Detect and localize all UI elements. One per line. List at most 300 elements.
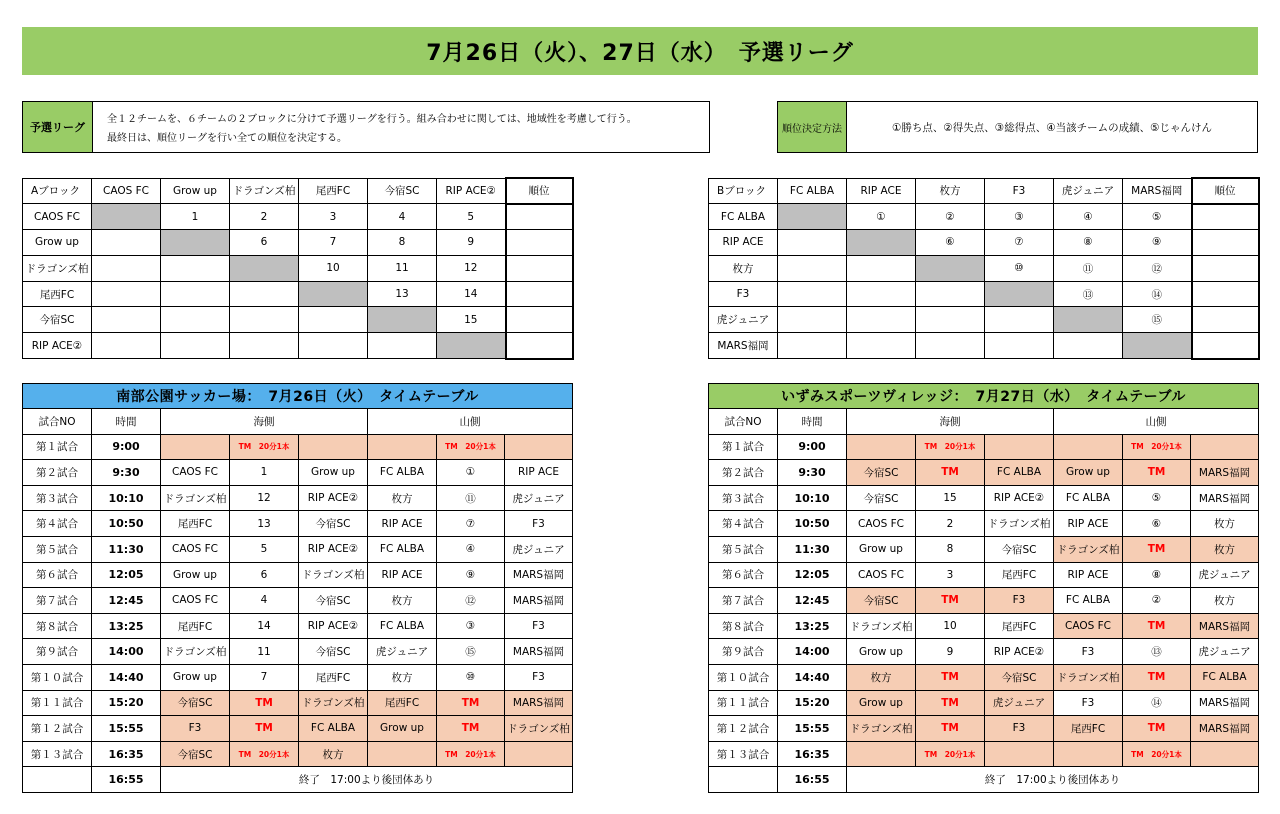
timetable-row — [709, 741, 1259, 767]
team-cell: Grow up — [1054, 460, 1123, 486]
match-no-cell: 第４試合 — [23, 511, 92, 537]
timetable-row — [709, 690, 1259, 716]
score-cell: TM 20分1本 — [916, 434, 985, 460]
team-cell: 尾西FC — [161, 511, 230, 537]
team-cell: F3 — [161, 716, 230, 742]
score-cell: ③ — [437, 613, 505, 639]
match-number-cell: 4 — [368, 204, 437, 230]
team-cell: 尾西FC — [299, 664, 368, 690]
timetable-title: 南部公園サッカー場： 7月26日（火） タイムテーブル — [23, 384, 573, 409]
match-number-cell — [847, 281, 916, 307]
team-cell: RIP ACE — [1054, 511, 1123, 537]
score-cell: 2 — [916, 511, 985, 537]
block-header-cell: RIP ACE — [847, 178, 916, 204]
match-number-cell: ⑮ — [1123, 307, 1192, 333]
team-cell: 今宿SC — [161, 741, 230, 767]
timetable-row — [709, 588, 1259, 614]
team-cell: 枚方 — [1191, 536, 1259, 562]
score-cell: ⑥ — [1123, 511, 1191, 537]
score-cell: 1 — [230, 460, 299, 486]
timetable-row — [709, 511, 1259, 537]
block-header-cell: F3 — [985, 178, 1054, 204]
team-cell — [985, 434, 1054, 460]
team-name-cell: 虎ジュニア — [709, 307, 778, 333]
team-cell — [368, 434, 437, 460]
league-description — [93, 102, 651, 152]
score-cell: TM — [1123, 716, 1191, 742]
team-cell — [1191, 741, 1259, 767]
team-cell — [1054, 741, 1123, 767]
match-no-cell: 第１２試合 — [23, 716, 92, 742]
match-number-cell — [230, 255, 299, 281]
match-number-cell: 8 — [368, 230, 437, 256]
timetable-row — [23, 664, 573, 690]
team-cell: MARS福岡 — [1191, 716, 1259, 742]
block-row — [709, 255, 1259, 281]
match-number-cell — [778, 230, 847, 256]
team-name-cell: Grow up — [23, 230, 92, 256]
score-cell: TM 20分1本 — [230, 434, 299, 460]
score-cell: ① — [437, 460, 505, 486]
match-number-cell — [778, 333, 847, 359]
match-no-cell: 第８試合 — [709, 613, 778, 639]
match-number-cell: 14 — [437, 281, 506, 307]
time-cell: 13:25 — [778, 613, 847, 639]
match-number-cell — [1054, 333, 1123, 359]
time-cell: 14:40 — [92, 664, 161, 690]
team-cell: ドラゴンズ柏 — [299, 690, 368, 716]
score-cell: TM — [1123, 664, 1191, 690]
time-cell: 10:10 — [778, 485, 847, 511]
team-cell: CAOS FC — [847, 562, 916, 588]
match-no-cell: 第９試合 — [709, 639, 778, 665]
team-cell: MARS福岡 — [1191, 485, 1259, 511]
team-cell: ドラゴンズ柏 — [299, 562, 368, 588]
match-no-cell: 第４試合 — [709, 511, 778, 537]
team-cell: RIP ACE② — [985, 639, 1054, 665]
score-cell: TM — [1123, 613, 1191, 639]
team-cell: ドラゴンズ柏 — [847, 613, 916, 639]
match-number-cell — [985, 281, 1054, 307]
score-cell: ④ — [437, 536, 505, 562]
block-row — [23, 204, 573, 230]
team-cell: ドラゴンズ柏 — [161, 639, 230, 665]
match-number-cell — [847, 230, 916, 256]
team-cell: 虎ジュニア — [368, 639, 437, 665]
team-cell: 枚方 — [368, 664, 437, 690]
ranking-method-box — [777, 101, 1258, 153]
rank-cell — [506, 204, 573, 230]
team-cell: 虎ジュニア — [1191, 639, 1259, 665]
score-cell: ⑬ — [1123, 639, 1191, 665]
score-cell: 12 — [230, 485, 299, 511]
match-number-cell: ⑬ — [1054, 281, 1123, 307]
score-cell: TM — [230, 690, 299, 716]
team-cell: ドラゴンズ柏 — [161, 485, 230, 511]
score-cell: TM 20分1本 — [437, 741, 505, 767]
team-name-cell: 尾西FC — [23, 281, 92, 307]
team-cell: 今宿SC — [847, 485, 916, 511]
match-number-cell — [437, 333, 506, 359]
match-number-cell — [985, 333, 1054, 359]
rank-cell — [506, 230, 573, 256]
score-cell: TM — [437, 690, 505, 716]
score-cell: TM — [230, 716, 299, 742]
team-cell: RIP ACE② — [985, 485, 1054, 511]
end-time-cell: 16:55 — [778, 767, 847, 793]
score-cell: ⑤ — [1123, 485, 1191, 511]
match-no-cell: 第１２試合 — [709, 716, 778, 742]
match-number-cell: ③ — [985, 204, 1054, 230]
match-number-cell: 3 — [299, 204, 368, 230]
match-number-cell — [847, 333, 916, 359]
match-number-cell: 5 — [437, 204, 506, 230]
score-cell: TM 20分1本 — [230, 741, 299, 767]
block-header-cell: Aブロック — [23, 178, 92, 204]
score-cell: TM — [916, 664, 985, 690]
match-no-cell: 第３試合 — [23, 485, 92, 511]
match-number-cell: 2 — [230, 204, 299, 230]
team-cell: MARS福岡 — [505, 639, 573, 665]
match-number-cell — [916, 281, 985, 307]
match-number-cell: 12 — [437, 255, 506, 281]
match-number-cell: ④ — [1054, 204, 1123, 230]
time-cell: 11:30 — [778, 536, 847, 562]
team-cell — [1054, 434, 1123, 460]
time-cell: 15:20 — [778, 690, 847, 716]
team-cell: 尾西FC — [368, 690, 437, 716]
block-row — [23, 230, 573, 256]
time-cell: 14:00 — [92, 639, 161, 665]
match-number-cell: ② — [916, 204, 985, 230]
rank-header: 順位 — [506, 178, 573, 204]
score-cell: ⑮ — [437, 639, 505, 665]
match-number-cell — [778, 307, 847, 333]
match-number-cell — [299, 333, 368, 359]
score-cell: 8 — [916, 536, 985, 562]
match-number-cell — [161, 255, 230, 281]
score-cell: 9 — [916, 639, 985, 665]
col-header-mountain: 山側 — [1054, 409, 1259, 435]
team-cell: 尾西FC — [985, 562, 1054, 588]
time-cell: 12:45 — [92, 588, 161, 614]
match-number-cell — [916, 333, 985, 359]
match-number-cell: ① — [847, 204, 916, 230]
match-number-cell: ⑫ — [1123, 255, 1192, 281]
timetable-row — [709, 716, 1259, 742]
team-cell: 枚方 — [1191, 588, 1259, 614]
team-name-cell: FC ALBA — [709, 204, 778, 230]
match-no-cell: 第１３試合 — [23, 741, 92, 767]
score-cell: 4 — [230, 588, 299, 614]
match-number-cell — [916, 255, 985, 281]
timetable-row — [23, 460, 573, 486]
timetable-row — [23, 639, 573, 665]
score-cell: TM — [916, 460, 985, 486]
team-name-cell: ドラゴンズ柏 — [23, 255, 92, 281]
match-number-cell — [92, 281, 161, 307]
match-number-cell — [299, 281, 368, 307]
match-no-cell: 第１試合 — [23, 434, 92, 460]
score-cell: ⑭ — [1123, 690, 1191, 716]
team-cell: 今宿SC — [299, 511, 368, 537]
team-cell: RIP ACE② — [299, 613, 368, 639]
block-row — [709, 281, 1259, 307]
team-cell: Grow up — [161, 664, 230, 690]
time-cell: 10:50 — [92, 511, 161, 537]
rank-cell — [506, 333, 573, 359]
block-row — [23, 333, 573, 359]
col-header-time: 時間 — [92, 409, 161, 435]
team-cell: ドラゴンズ柏 — [1054, 536, 1123, 562]
time-cell: 9:30 — [92, 460, 161, 486]
match-number-cell: ⑥ — [916, 230, 985, 256]
team-cell: Grow up — [368, 716, 437, 742]
team-cell: 今宿SC — [847, 460, 916, 486]
timetable-row — [709, 613, 1259, 639]
time-cell: 11:30 — [92, 536, 161, 562]
match-number-cell — [92, 307, 161, 333]
score-cell: TM — [1123, 460, 1191, 486]
match-number-cell: ⑭ — [1123, 281, 1192, 307]
match-number-cell — [916, 307, 985, 333]
team-name-cell: F3 — [709, 281, 778, 307]
team-cell: RIP ACE② — [299, 536, 368, 562]
score-cell: TM — [916, 716, 985, 742]
timetable-row — [709, 639, 1259, 665]
col-header-sea: 海側 — [847, 409, 1054, 435]
block-row — [23, 281, 573, 307]
timetable-row — [709, 434, 1259, 460]
team-cell: CAOS FC — [161, 536, 230, 562]
match-number-cell — [299, 307, 368, 333]
time-cell: 15:20 — [92, 690, 161, 716]
team-cell: FC ALBA — [1054, 485, 1123, 511]
match-no-cell: 第１試合 — [709, 434, 778, 460]
match-no-cell: 第１０試合 — [709, 664, 778, 690]
block-row — [709, 333, 1259, 359]
match-number-cell: 13 — [368, 281, 437, 307]
block-header-cell: MARS福岡 — [1123, 178, 1192, 204]
match-number-cell — [92, 204, 161, 230]
score-cell: ⑩ — [437, 664, 505, 690]
league-label: 予選リーグ — [23, 102, 93, 152]
timetable-row — [709, 460, 1259, 486]
score-cell: ⑨ — [437, 562, 505, 588]
timetable-row — [709, 536, 1259, 562]
timetable-row — [23, 613, 573, 639]
league-info-box — [22, 101, 710, 153]
team-cell: CAOS FC — [161, 460, 230, 486]
match-number-cell — [230, 281, 299, 307]
timetable-row — [23, 716, 573, 742]
score-cell: TM 20分1本 — [1123, 434, 1191, 460]
block-header-cell: CAOS FC — [92, 178, 161, 204]
timetable-day1 — [22, 383, 573, 793]
match-number-cell — [92, 255, 161, 281]
team-cell: RIP ACE — [368, 511, 437, 537]
match-number-cell — [1123, 333, 1192, 359]
time-cell: 13:25 — [92, 613, 161, 639]
team-cell: Grow up — [299, 460, 368, 486]
rank-cell — [1192, 204, 1259, 230]
team-cell: MARS福岡 — [1191, 690, 1259, 716]
score-cell: 7 — [230, 664, 299, 690]
team-name-cell: MARS福岡 — [709, 333, 778, 359]
team-cell: Grow up — [847, 639, 916, 665]
block-header-cell: Bブロック — [709, 178, 778, 204]
time-cell: 14:00 — [778, 639, 847, 665]
score-cell: 13 — [230, 511, 299, 537]
score-cell: ⑦ — [437, 511, 505, 537]
rank-cell — [1192, 281, 1259, 307]
rank-cell — [506, 255, 573, 281]
match-no-cell: 第３試合 — [709, 485, 778, 511]
team-cell: 今宿SC — [299, 588, 368, 614]
team-cell: CAOS FC — [1054, 613, 1123, 639]
timetable-row — [23, 588, 573, 614]
team-cell: F3 — [505, 664, 573, 690]
score-cell: 14 — [230, 613, 299, 639]
block-row — [23, 255, 573, 281]
score-cell: 3 — [916, 562, 985, 588]
block-row — [23, 307, 573, 333]
team-cell: MARS福岡 — [505, 562, 573, 588]
score-cell: 11 — [230, 639, 299, 665]
time-cell: 9:00 — [778, 434, 847, 460]
block-b-table — [708, 177, 1260, 360]
match-number-cell — [1054, 307, 1123, 333]
col-header-sea: 海側 — [161, 409, 368, 435]
score-cell: TM 20分1本 — [916, 741, 985, 767]
col-header-time: 時間 — [778, 409, 847, 435]
match-number-cell — [161, 281, 230, 307]
team-cell: 枚方 — [1191, 511, 1259, 537]
match-no-cell: 第２試合 — [709, 460, 778, 486]
team-cell: F3 — [985, 716, 1054, 742]
team-cell: FC ALBA — [985, 460, 1054, 486]
block-row — [709, 230, 1259, 256]
timetable-row — [23, 562, 573, 588]
team-cell: MARS福岡 — [505, 588, 573, 614]
rank-header: 順位 — [1192, 178, 1259, 204]
time-cell: 12:05 — [778, 562, 847, 588]
time-cell: 15:55 — [778, 716, 847, 742]
league-line-1: 全１２チームを、６チームの２ブロックに分けて予選リーグを行う。組み合わせに関しては、地域性を考慮して行う。 — [107, 114, 637, 125]
team-cell: CAOS FC — [847, 511, 916, 537]
match-number-cell — [161, 230, 230, 256]
end-note-cell: 終了 17:00より後団体あり — [847, 767, 1259, 793]
match-no-cell: 第２試合 — [23, 460, 92, 486]
team-cell: 虎ジュニア — [985, 690, 1054, 716]
timetable-row — [23, 690, 573, 716]
end-blank-cell — [709, 767, 778, 793]
rank-cell — [1192, 333, 1259, 359]
end-blank-cell — [23, 767, 92, 793]
team-cell: RIP ACE — [1054, 562, 1123, 588]
team-cell — [847, 434, 916, 460]
score-cell: TM — [916, 690, 985, 716]
match-number-cell — [230, 307, 299, 333]
block-header-cell: 虎ジュニア — [1054, 178, 1123, 204]
match-no-cell: 第６試合 — [23, 562, 92, 588]
match-no-cell: 第１０試合 — [23, 664, 92, 690]
block-header-cell: 尾西FC — [299, 178, 368, 204]
timetable-row — [23, 741, 573, 767]
team-cell: RIP ACE — [505, 460, 573, 486]
team-cell — [505, 741, 573, 767]
team-cell: MARS福岡 — [1191, 613, 1259, 639]
time-cell: 16:35 — [778, 741, 847, 767]
match-number-cell — [778, 255, 847, 281]
match-number-cell — [368, 307, 437, 333]
team-cell: MARS福岡 — [505, 690, 573, 716]
team-cell: FC ALBA — [368, 536, 437, 562]
timetable-row — [709, 562, 1259, 588]
team-cell: 虎ジュニア — [505, 536, 573, 562]
rank-cell — [1192, 230, 1259, 256]
match-number-cell: 11 — [368, 255, 437, 281]
match-no-cell: 第８試合 — [23, 613, 92, 639]
match-number-cell: ⑩ — [985, 255, 1054, 281]
match-number-cell: ⑤ — [1123, 204, 1192, 230]
time-cell: 10:10 — [92, 485, 161, 511]
rank-cell — [1192, 307, 1259, 333]
col-header-match-no: 試合NO — [23, 409, 92, 435]
team-cell: 虎ジュニア — [1191, 562, 1259, 588]
page-title: 7月26日（火）、27日（水） 予選リーグ — [22, 27, 1258, 75]
rank-cell — [1192, 255, 1259, 281]
match-number-cell — [92, 230, 161, 256]
score-cell: TM — [437, 716, 505, 742]
timetable-row — [709, 485, 1259, 511]
score-cell: ② — [1123, 588, 1191, 614]
team-cell: 枚方 — [299, 741, 368, 767]
time-cell: 9:30 — [778, 460, 847, 486]
team-cell: F3 — [505, 511, 573, 537]
score-cell: TM 20分1本 — [1123, 741, 1191, 767]
match-number-cell: 1 — [161, 204, 230, 230]
block-header-cell: Grow up — [161, 178, 230, 204]
match-number-cell — [847, 307, 916, 333]
team-cell: ドラゴンズ柏 — [985, 511, 1054, 537]
team-name-cell: 今宿SC — [23, 307, 92, 333]
team-cell: Grow up — [847, 536, 916, 562]
time-cell: 15:55 — [92, 716, 161, 742]
team-cell: 枚方 — [368, 485, 437, 511]
team-cell: CAOS FC — [161, 588, 230, 614]
team-cell — [1191, 434, 1259, 460]
time-cell: 14:40 — [778, 664, 847, 690]
score-cell: 6 — [230, 562, 299, 588]
match-number-cell — [161, 307, 230, 333]
team-cell — [299, 434, 368, 460]
block-header-cell: FC ALBA — [778, 178, 847, 204]
block-a-table — [22, 177, 574, 360]
match-no-cell: 第１３試合 — [709, 741, 778, 767]
team-cell: Grow up — [161, 562, 230, 588]
end-time-cell: 16:55 — [92, 767, 161, 793]
team-cell: 尾西FC — [161, 613, 230, 639]
team-cell: RIP ACE② — [299, 485, 368, 511]
team-cell: FC ALBA — [1054, 588, 1123, 614]
match-no-cell: 第１１試合 — [23, 690, 92, 716]
match-number-cell: 7 — [299, 230, 368, 256]
score-cell: 10 — [916, 613, 985, 639]
team-cell: 尾西FC — [1054, 716, 1123, 742]
time-cell: 12:05 — [92, 562, 161, 588]
end-note-cell: 終了 17:00より後団体あり — [161, 767, 573, 793]
